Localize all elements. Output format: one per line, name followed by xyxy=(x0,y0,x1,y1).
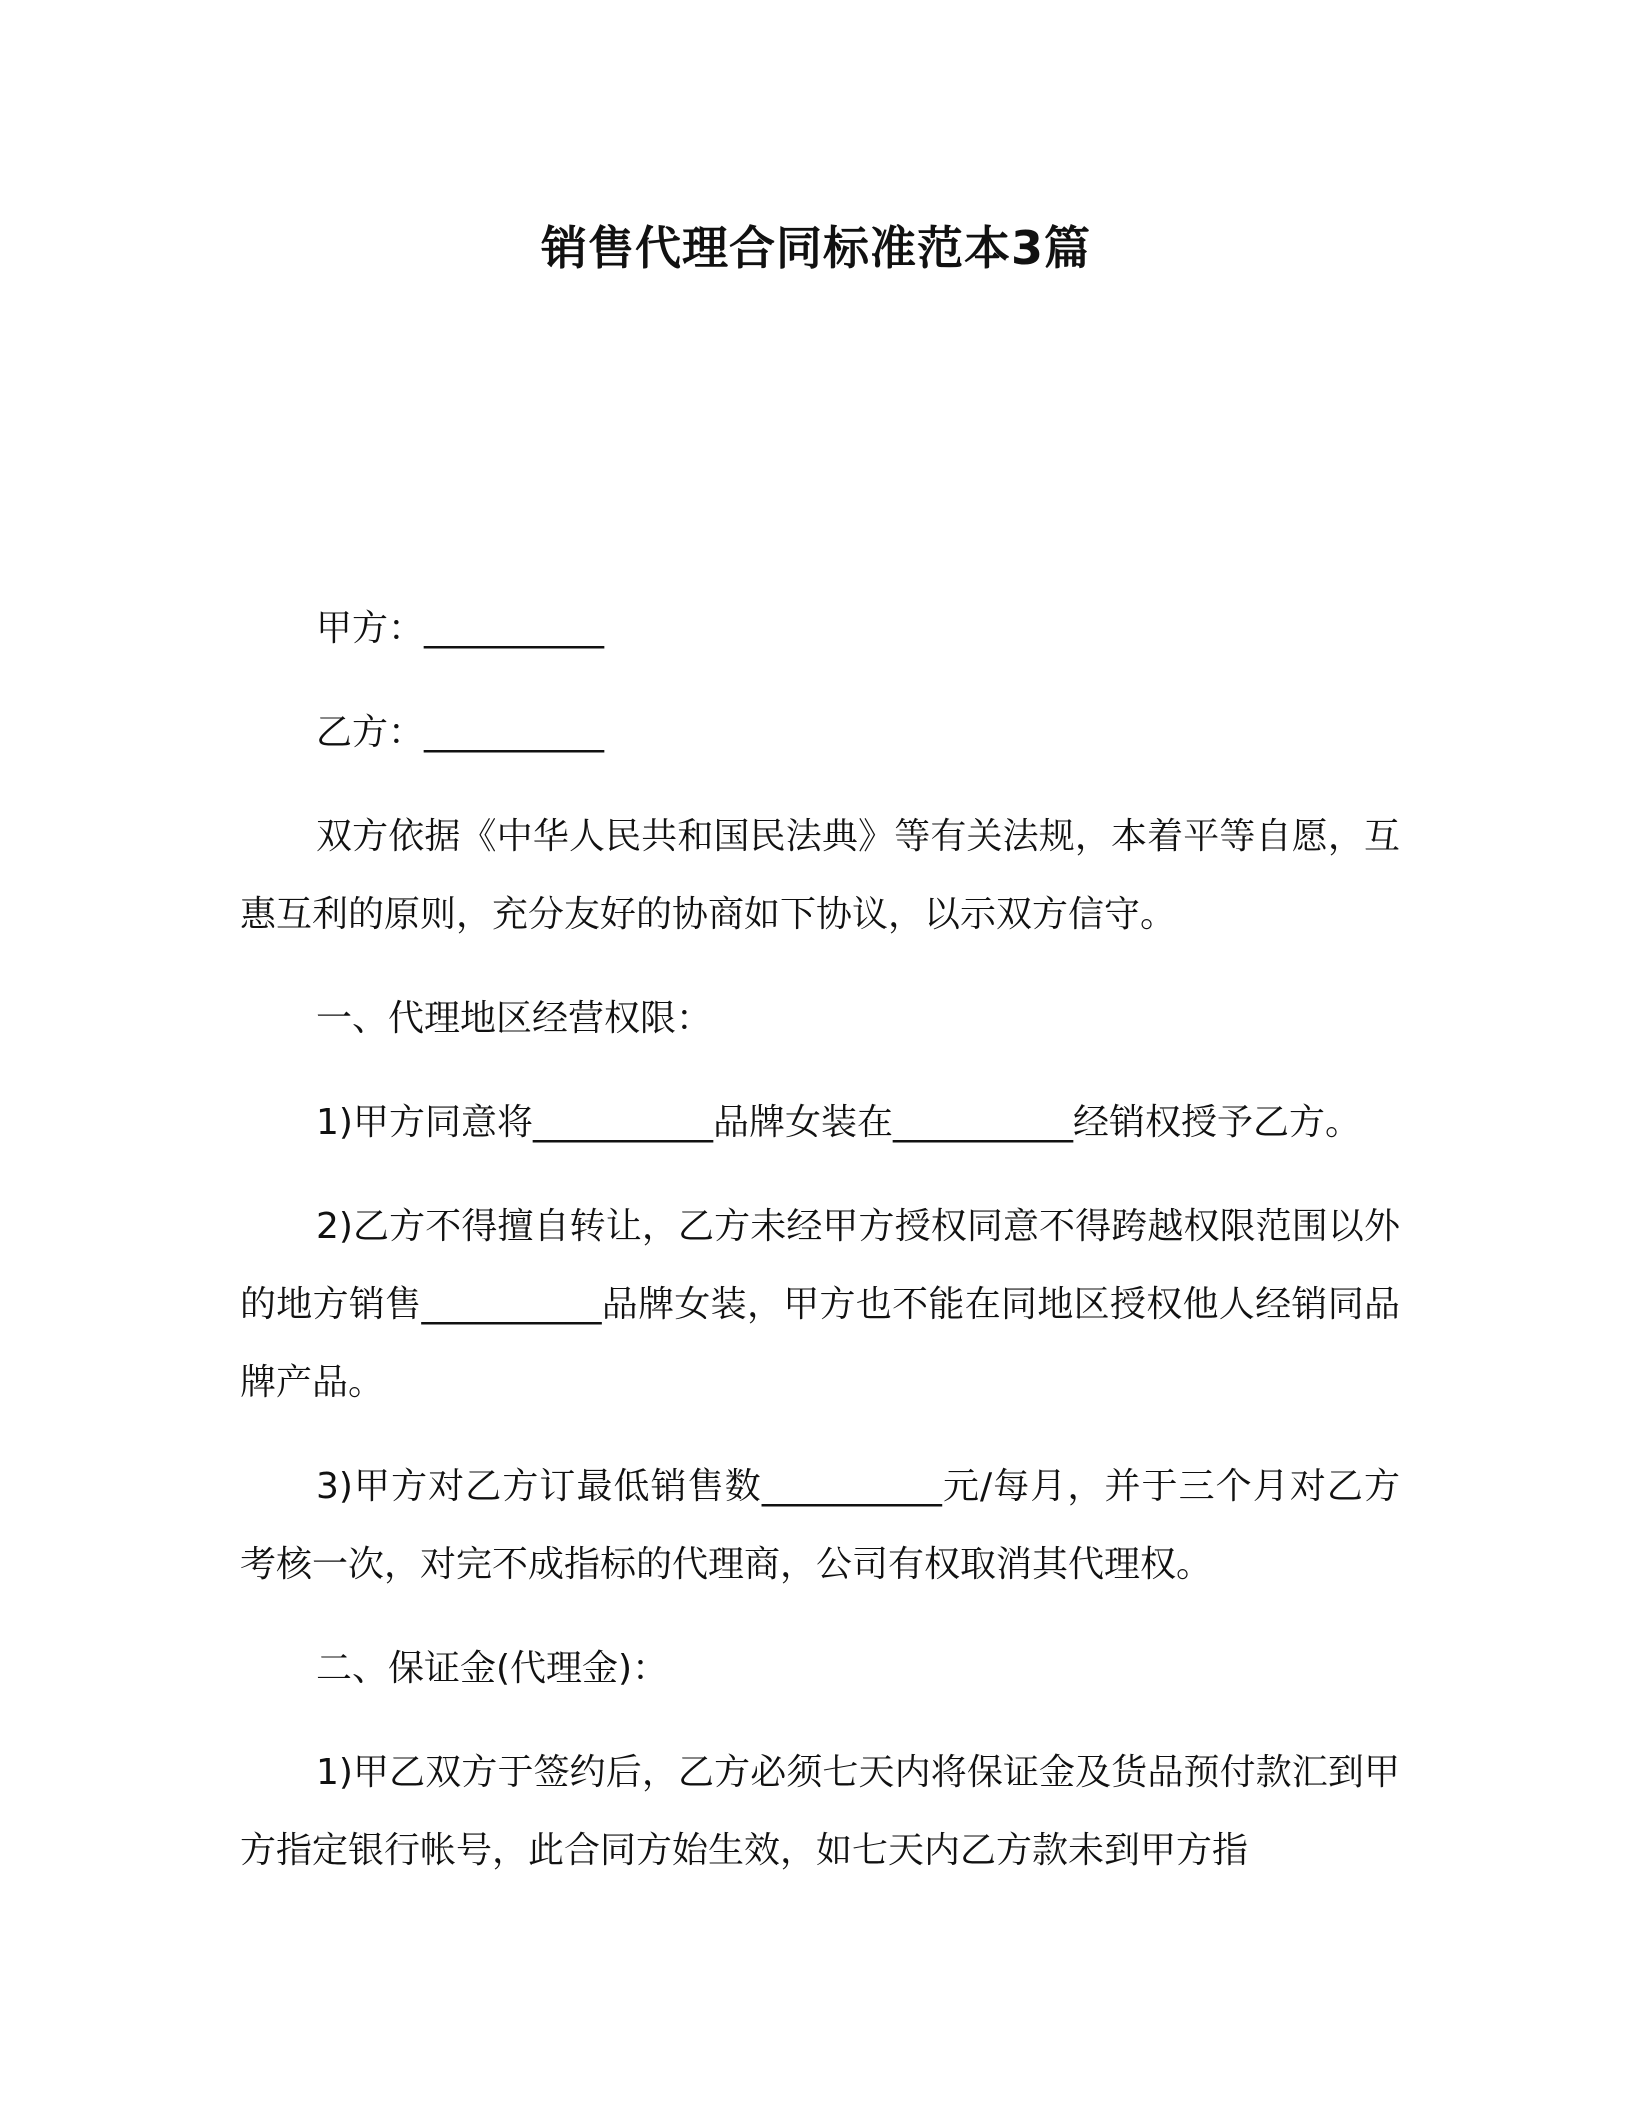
party-b-line: 乙方：__________ xyxy=(316,712,605,753)
clause-1-2: 2)乙方不得擅自转让，乙方未经甲方授权同意不得跨越权限范围以外的地方销售__________品牌女装，甲方也不能在同地区授权他人经销同品牌产品。 xyxy=(240,1206,1400,1403)
clause-1-1: 1)甲方同意将__________品牌女装在__________经销权授予乙方。 xyxy=(316,1102,1361,1143)
section-heading-2: 二、保证金(代理金)： xyxy=(316,1648,669,1689)
document-body xyxy=(240,590,1400,1916)
section-heading-1: 一、代理地区经营权限： xyxy=(316,998,713,1039)
party-a-line: 甲方：__________ xyxy=(316,608,605,649)
preamble-paragraph: 双方依据《中华人民共和国民法典》等有关法规，本着平等自愿，互惠互利的原则，充分友好的协商如下协议，以示双方信守。 xyxy=(240,816,1400,935)
clause-2-1: 1)甲乙双方于签约后，乙方必须七天内将保证金及货品预付款汇到甲方指定银行帐号，此合同方始生效，如七天内乙方款未到甲方指 xyxy=(240,1752,1400,1871)
clause-1-3: 3)甲方对乙方订最低销售数__________元/每月，并于三个月对乙方考核一次，对完不成指标的代理商，公司有权取消其代理权。 xyxy=(240,1466,1400,1585)
document-title: 销售代理合同标准范本3篇 xyxy=(540,221,1091,275)
